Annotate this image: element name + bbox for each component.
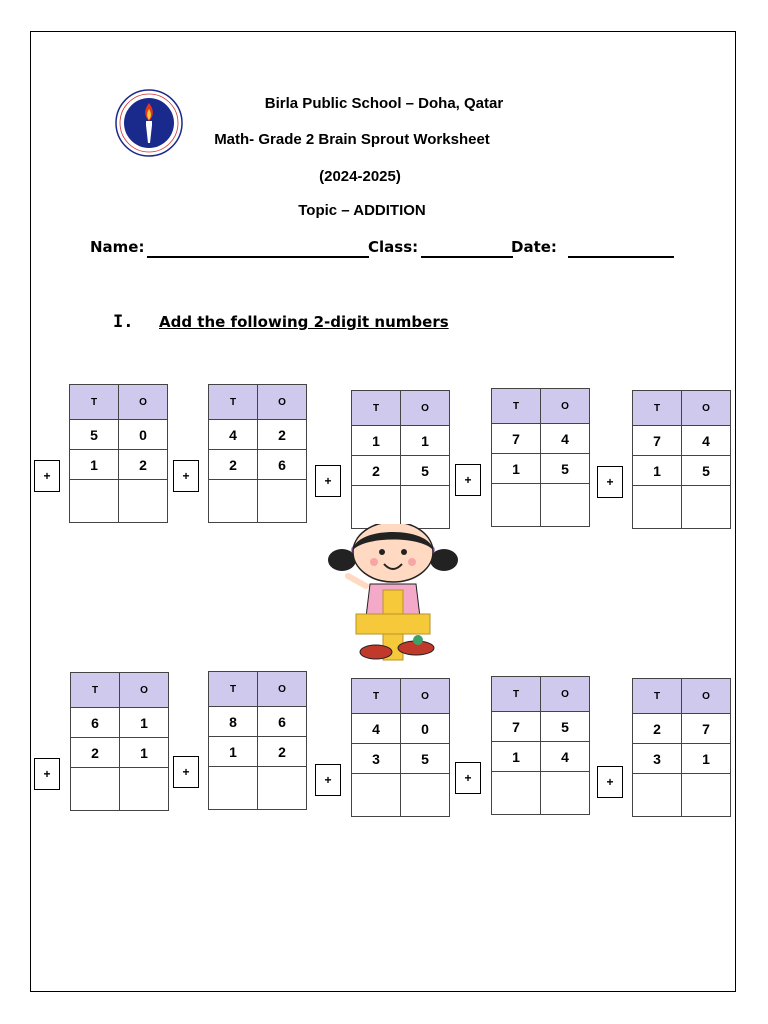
tens-header: T	[633, 679, 682, 714]
addend-2-ones: 6	[258, 450, 307, 480]
answer-ones-cell[interactable]	[541, 772, 590, 815]
name-blank[interactable]	[147, 256, 369, 258]
addend-1-tens: 2	[633, 714, 682, 744]
plus-sign-box: +	[455, 762, 481, 794]
answer-ones-cell[interactable]	[258, 767, 307, 810]
addition-problem-2	[208, 384, 307, 523]
ones-header: O	[258, 672, 307, 707]
ones-header: O	[401, 679, 450, 714]
addend-2-ones: 2	[258, 737, 307, 767]
tens-header: T	[209, 672, 258, 707]
addition-problem-6	[70, 672, 169, 811]
answer-ones-cell[interactable]	[119, 480, 168, 523]
plus-sign-box: +	[597, 766, 623, 798]
answer-tens-cell[interactable]	[633, 486, 682, 529]
school-name: Birla Public School – Doha, Qatar	[264, 95, 504, 112]
ones-header: O	[401, 391, 450, 426]
plus-sign-box: +	[455, 464, 481, 496]
addend-1-ones: 5	[541, 712, 590, 742]
tens-header: T	[492, 389, 541, 424]
date-label: Date:	[511, 238, 557, 256]
answer-tens-cell[interactable]	[70, 480, 119, 523]
worksheet-title: Math- Grade 2 Brain Sprout Worksheet	[214, 131, 490, 148]
addition-problem-5	[632, 390, 731, 529]
addend-2-tens: 3	[352, 744, 401, 774]
addend-1-ones: 1	[401, 426, 450, 456]
addend-1-ones: 7	[682, 714, 731, 744]
addend-1-ones: 6	[258, 707, 307, 737]
addend-2-tens: 3	[633, 744, 682, 774]
addend-2-ones: 2	[119, 450, 168, 480]
addend-1-tens: 1	[352, 426, 401, 456]
ones-header: O	[682, 679, 731, 714]
answer-tens-cell[interactable]	[209, 767, 258, 810]
answer-ones-cell[interactable]	[682, 486, 731, 529]
addition-problem-9	[491, 676, 590, 815]
addend-1-tens: 6	[71, 708, 120, 738]
addend-1-ones: 0	[119, 420, 168, 450]
name-label: Name:	[90, 238, 145, 256]
answer-ones-cell[interactable]	[120, 768, 169, 811]
addend-1-ones: 0	[401, 714, 450, 744]
tens-header: T	[492, 677, 541, 712]
academic-year: (2024-2025)	[319, 168, 401, 185]
addend-1-tens: 4	[209, 420, 258, 450]
addend-2-ones: 1	[120, 738, 169, 768]
ones-header: O	[541, 389, 590, 424]
addend-2-tens: 1	[70, 450, 119, 480]
plus-sign-box: +	[597, 466, 623, 498]
tens-header: T	[70, 385, 119, 420]
addend-1-tens: 4	[352, 714, 401, 744]
addend-1-tens: 7	[492, 712, 541, 742]
answer-ones-cell[interactable]	[682, 774, 731, 817]
topic: Topic – ADDITION	[298, 202, 426, 219]
addend-2-ones: 5	[401, 744, 450, 774]
addend-1-tens: 5	[70, 420, 119, 450]
plus-sign-box: +	[173, 756, 199, 788]
answer-tens-cell[interactable]	[209, 480, 258, 523]
addition-problem-3	[351, 390, 450, 529]
plus-sign-box: +	[173, 460, 199, 492]
class-blank[interactable]	[421, 256, 513, 258]
addend-2-tens: 1	[492, 454, 541, 484]
answer-tens-cell[interactable]	[633, 774, 682, 817]
ones-header: O	[682, 391, 731, 426]
addend-1-ones: 2	[258, 420, 307, 450]
answer-ones-cell[interactable]	[401, 486, 450, 529]
answer-tens-cell[interactable]	[71, 768, 120, 811]
answer-ones-cell[interactable]	[401, 774, 450, 817]
answer-tens-cell[interactable]	[492, 484, 541, 527]
addend-2-ones: 4	[541, 742, 590, 772]
plus-sign-box: +	[34, 758, 60, 790]
addition-problem-8	[351, 678, 450, 817]
addition-problem-1	[69, 384, 168, 523]
tens-header: T	[352, 391, 401, 426]
answer-tens-cell[interactable]	[492, 772, 541, 815]
addend-1-tens: 8	[209, 707, 258, 737]
ones-header: O	[541, 677, 590, 712]
addend-2-ones: 5	[541, 454, 590, 484]
answer-tens-cell[interactable]	[352, 486, 401, 529]
addend-1-ones: 4	[682, 426, 731, 456]
class-label: Class:	[368, 238, 419, 256]
addend-2-tens: 1	[209, 737, 258, 767]
addend-2-tens: 1	[492, 742, 541, 772]
addend-2-tens: 2	[352, 456, 401, 486]
plus-sign-box: +	[315, 465, 341, 497]
tens-header: T	[352, 679, 401, 714]
tens-header: T	[71, 673, 120, 708]
addend-2-tens: 2	[71, 738, 120, 768]
addend-2-tens: 1	[633, 456, 682, 486]
addend-1-tens: 7	[633, 426, 682, 456]
plus-sign-box: +	[34, 460, 60, 492]
ones-header: O	[120, 673, 169, 708]
addition-problem-7	[208, 671, 307, 810]
ones-header: O	[258, 385, 307, 420]
ones-header: O	[119, 385, 168, 420]
answer-ones-cell[interactable]	[541, 484, 590, 527]
answer-tens-cell[interactable]	[352, 774, 401, 817]
section-number: I.	[113, 312, 134, 332]
addend-2-ones: 5	[401, 456, 450, 486]
addend-2-ones: 1	[682, 744, 731, 774]
plus-sign-box: +	[315, 764, 341, 796]
answer-ones-cell[interactable]	[258, 480, 307, 523]
girl-with-plus-sign-illustration	[326, 524, 460, 664]
addend-2-tens: 2	[209, 450, 258, 480]
date-blank[interactable]	[568, 256, 674, 258]
tens-header: T	[209, 385, 258, 420]
addend-1-ones: 4	[541, 424, 590, 454]
addend-2-ones: 5	[682, 456, 731, 486]
addition-problem-10	[632, 678, 731, 817]
section-title: Add the following 2-digit numbers	[159, 313, 449, 331]
addend-1-tens: 7	[492, 424, 541, 454]
addition-problem-4	[491, 388, 590, 527]
tens-header: T	[633, 391, 682, 426]
addend-1-ones: 1	[120, 708, 169, 738]
